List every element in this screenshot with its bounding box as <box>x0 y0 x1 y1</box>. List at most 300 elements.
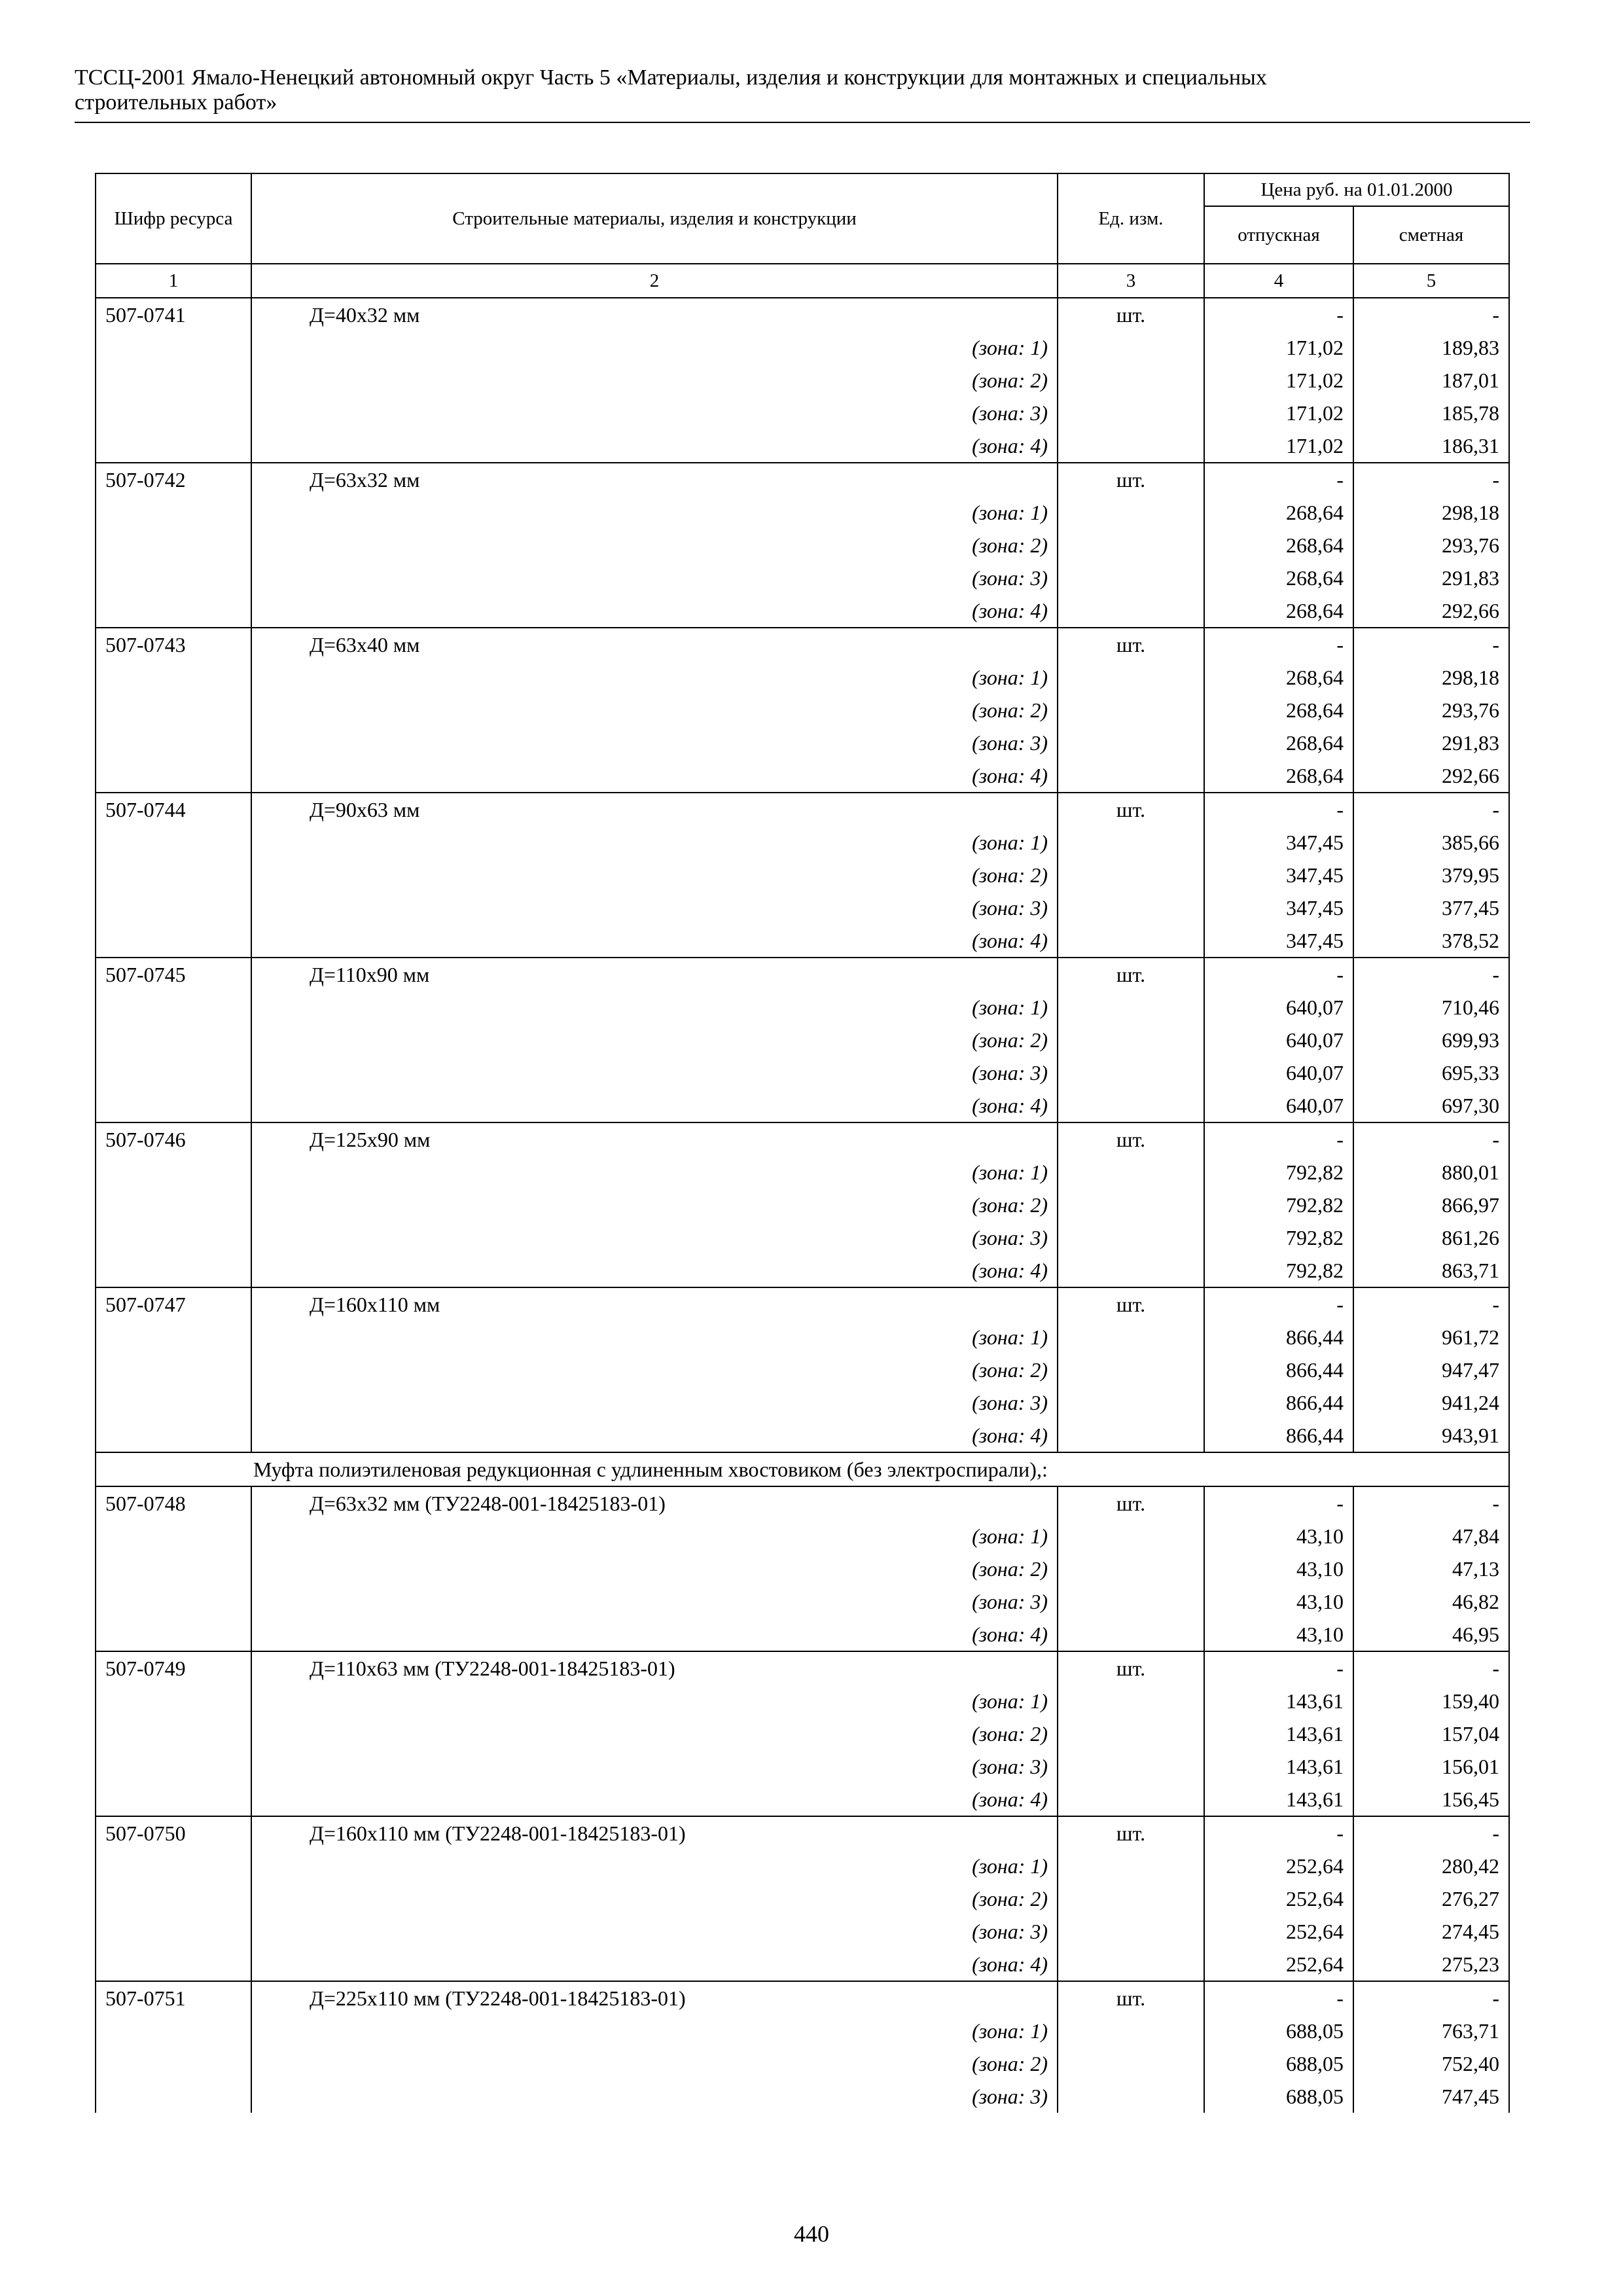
zone-release-price: 143,61 <box>1204 1717 1353 1750</box>
zone-release-price: 43,10 <box>1204 1618 1353 1651</box>
empty-code-cell <box>96 859 251 891</box>
zone-estimate-price: 961,72 <box>1353 1321 1509 1354</box>
zone-label: (зона: 3) <box>251 1585 1058 1618</box>
zone-label: (зона: 2) <box>251 2047 1058 2080</box>
empty-code-cell <box>96 429 251 463</box>
zone-release-price: 688,05 <box>1204 2080 1353 2113</box>
zone-estimate-price: 47,13 <box>1353 1552 1509 1585</box>
empty-unit-cell <box>1058 1056 1204 1089</box>
zone-release-price: 143,61 <box>1204 1783 1353 1816</box>
zone-release-price: 347,45 <box>1204 924 1353 958</box>
zone-label: (зона: 2) <box>251 1189 1058 1221</box>
zone-label: (зона: 3) <box>251 1056 1058 1089</box>
empty-code-cell <box>96 2015 251 2047</box>
zone-row <box>96 364 1509 397</box>
empty-code-cell <box>96 1552 251 1585</box>
zone-label: (зона: 4) <box>251 1783 1058 1816</box>
empty-unit-cell <box>1058 1850 1204 1882</box>
estimate-price: - <box>1353 1651 1509 1685</box>
zone-label: (зона: 3) <box>251 1221 1058 1254</box>
empty-code-cell <box>96 397 251 429</box>
zone-release-price: 268,64 <box>1204 594 1353 628</box>
estimate-price: - <box>1353 628 1509 661</box>
zone-release-price: 688,05 <box>1204 2015 1353 2047</box>
zone-release-price: 268,64 <box>1204 529 1353 562</box>
zone-release-price: 792,82 <box>1204 1254 1353 1287</box>
zone-estimate-price: 293,76 <box>1353 694 1509 726</box>
zone-row <box>96 1585 1509 1618</box>
header-material: Строительные материалы, изделия и конструкции <box>251 173 1058 264</box>
zone-row <box>96 1156 1509 1189</box>
zone-release-price: 268,64 <box>1204 562 1353 594</box>
zone-row <box>96 1254 1509 1287</box>
zone-release-price: 792,82 <box>1204 1221 1353 1254</box>
empty-unit-cell <box>1058 1618 1204 1651</box>
header-unit: Ед. изм. <box>1058 173 1204 264</box>
unit: шт. <box>1058 628 1204 661</box>
empty-unit-cell <box>1058 924 1204 958</box>
zone-estimate-price: 276,27 <box>1353 1882 1509 1915</box>
unit: шт. <box>1058 463 1204 496</box>
empty-code-cell <box>96 496 251 529</box>
zone-release-price: 143,61 <box>1204 1685 1353 1717</box>
zone-row <box>96 1685 1509 1717</box>
empty-code-cell <box>96 1419 251 1452</box>
empty-code-cell <box>96 594 251 628</box>
zone-label: (зона: 3) <box>251 726 1058 759</box>
empty-code-cell <box>96 1221 251 1254</box>
zone-row <box>96 496 1509 529</box>
empty-code-cell <box>96 891 251 924</box>
empty-unit-cell <box>1058 726 1204 759</box>
estimate-price: - <box>1353 1816 1509 1850</box>
empty-unit-cell <box>1058 529 1204 562</box>
unit: шт. <box>1058 958 1204 991</box>
unit: шт. <box>1058 1486 1204 1520</box>
header-line-2: строительных работ» <box>75 90 277 115</box>
release-price: - <box>1204 1287 1353 1321</box>
empty-code-cell <box>96 1089 251 1122</box>
empty-code-cell <box>96 1056 251 1089</box>
empty-code-cell <box>96 1750 251 1783</box>
zone-release-price: 792,82 <box>1204 1156 1353 1189</box>
zone-estimate-price: 710,46 <box>1353 991 1509 1024</box>
zone-row <box>96 1915 1509 1948</box>
table-body <box>96 298 1509 2113</box>
zone-row <box>96 1089 1509 1122</box>
zone-estimate-price: 695,33 <box>1353 1056 1509 1089</box>
zone-label: (зона: 2) <box>251 859 1058 891</box>
unit: шт. <box>1058 1651 1204 1685</box>
zone-release-price: 866,44 <box>1204 1386 1353 1419</box>
zone-estimate-price: 298,18 <box>1353 496 1509 529</box>
empty-unit-cell <box>1058 1419 1204 1452</box>
empty-code-cell <box>96 1948 251 1981</box>
zone-label: (зона: 2) <box>251 694 1058 726</box>
page-header <box>75 65 1530 115</box>
empty-unit-cell <box>1058 562 1204 594</box>
zone-label: (зона: 1) <box>251 1520 1058 1552</box>
empty-code-cell <box>96 1685 251 1717</box>
item-name: Д=110х90 мм <box>251 958 1058 991</box>
zone-row <box>96 1520 1509 1552</box>
zone-label: (зона: 2) <box>251 529 1058 562</box>
empty-unit-cell <box>1058 1089 1204 1122</box>
empty-unit-cell <box>1058 1915 1204 1948</box>
group-title: Муфта полиэтиленовая редукционная с удлиненным хвостовиком (без электроспирали),: <box>96 1452 1509 1486</box>
zone-estimate-price: 156,01 <box>1353 1750 1509 1783</box>
zone-row <box>96 1386 1509 1419</box>
zone-label: (зона: 2) <box>251 1024 1058 1056</box>
empty-unit-cell <box>1058 1024 1204 1056</box>
zone-row <box>96 859 1509 891</box>
empty-unit-cell <box>1058 1882 1204 1915</box>
zone-row <box>96 562 1509 594</box>
empty-code-cell <box>96 1189 251 1221</box>
zone-estimate-price: 943,91 <box>1353 1419 1509 1452</box>
empty-unit-cell <box>1058 2080 1204 2113</box>
empty-unit-cell <box>1058 891 1204 924</box>
empty-unit-cell <box>1058 496 1204 529</box>
zone-estimate-price: 863,71 <box>1353 1254 1509 1287</box>
zone-release-price: 252,64 <box>1204 1850 1353 1882</box>
zone-estimate-price: 292,66 <box>1353 759 1509 793</box>
zone-row <box>96 429 1509 463</box>
empty-unit-cell <box>1058 1552 1204 1585</box>
empty-unit-cell <box>1058 1354 1204 1386</box>
item-name: Д=63х32 мм (ТУ2248-001-18425183-01) <box>251 1486 1058 1520</box>
zone-label: (зона: 1) <box>251 826 1058 859</box>
zone-row <box>96 1882 1509 1915</box>
zone-release-price: 43,10 <box>1204 1585 1353 1618</box>
zone-estimate-price: 156,45 <box>1353 1783 1509 1816</box>
empty-code-cell <box>96 726 251 759</box>
zone-estimate-price: 866,97 <box>1353 1189 1509 1221</box>
table-row <box>96 1486 1509 1520</box>
zone-estimate-price: 377,45 <box>1353 891 1509 924</box>
empty-code-cell <box>96 1024 251 1056</box>
empty-unit-cell <box>1058 859 1204 891</box>
resource-code: 507-0744 <box>96 793 251 826</box>
zone-label: (зона: 1) <box>251 331 1058 364</box>
header-code: Шифр ресурса <box>96 173 251 264</box>
empty-code-cell <box>96 1850 251 1882</box>
item-name: Д=90х63 мм <box>251 793 1058 826</box>
item-name: Д=225х110 мм (ТУ2248-001-18425183-01) <box>251 1981 1058 2015</box>
zone-estimate-price: 157,04 <box>1353 1717 1509 1750</box>
resource-code: 507-0749 <box>96 1651 251 1685</box>
zone-row <box>96 1056 1509 1089</box>
empty-code-cell <box>96 562 251 594</box>
empty-unit-cell <box>1058 429 1204 463</box>
zone-estimate-price: 280,42 <box>1353 1850 1509 1882</box>
zone-row <box>96 1321 1509 1354</box>
zone-release-price: 143,61 <box>1204 1750 1353 1783</box>
zone-estimate-price: 697,30 <box>1353 1089 1509 1122</box>
release-price: - <box>1204 958 1353 991</box>
empty-unit-cell <box>1058 1386 1204 1419</box>
zone-estimate-price: 47,84 <box>1353 1520 1509 1552</box>
table-row <box>96 1981 1509 2015</box>
empty-unit-cell <box>1058 1585 1204 1618</box>
zone-release-price: 43,10 <box>1204 1520 1353 1552</box>
zone-release-price: 171,02 <box>1204 429 1353 463</box>
zone-label: (зона: 4) <box>251 759 1058 793</box>
header-num-1: 1 <box>96 264 251 298</box>
zone-label: (зона: 1) <box>251 1156 1058 1189</box>
zone-estimate-price: 941,24 <box>1353 1386 1509 1419</box>
zone-label: (зона: 3) <box>251 1915 1058 1948</box>
zone-estimate-price: 699,93 <box>1353 1024 1509 1056</box>
zone-label: (зона: 3) <box>251 1386 1058 1419</box>
table-row <box>96 793 1509 826</box>
price-table <box>95 173 1510 2113</box>
empty-unit-cell <box>1058 397 1204 429</box>
zone-row <box>96 2015 1509 2047</box>
empty-unit-cell <box>1058 1189 1204 1221</box>
item-name: Д=63х32 мм <box>251 463 1058 496</box>
zone-row <box>96 1024 1509 1056</box>
zone-release-price: 268,64 <box>1204 694 1353 726</box>
release-price: - <box>1204 463 1353 496</box>
empty-unit-cell <box>1058 759 1204 793</box>
zone-release-price: 688,05 <box>1204 2047 1353 2080</box>
item-name: Д=160х110 мм <box>251 1287 1058 1321</box>
zone-row <box>96 1419 1509 1452</box>
item-name: Д=63х40 мм <box>251 628 1058 661</box>
empty-code-cell <box>96 364 251 397</box>
empty-unit-cell <box>1058 1321 1204 1354</box>
estimate-price: - <box>1353 1287 1509 1321</box>
empty-code-cell <box>96 1882 251 1915</box>
empty-code-cell <box>96 331 251 364</box>
zone-row <box>96 529 1509 562</box>
empty-code-cell <box>96 1386 251 1419</box>
zone-row <box>96 826 1509 859</box>
empty-unit-cell <box>1058 1156 1204 1189</box>
table-row <box>96 628 1509 661</box>
zone-estimate-price: 298,18 <box>1353 661 1509 694</box>
release-price: - <box>1204 1122 1353 1156</box>
zone-row <box>96 1783 1509 1816</box>
zone-release-price: 252,64 <box>1204 1915 1353 1948</box>
zone-release-price: 347,45 <box>1204 826 1353 859</box>
empty-code-cell <box>96 991 251 1024</box>
zone-release-price: 640,07 <box>1204 991 1353 1024</box>
empty-code-cell <box>96 826 251 859</box>
zone-row <box>96 1354 1509 1386</box>
zone-estimate-price: 385,66 <box>1353 826 1509 859</box>
zone-row <box>96 594 1509 628</box>
table-row <box>96 958 1509 991</box>
table-row <box>96 1122 1509 1156</box>
zone-row <box>96 1750 1509 1783</box>
empty-code-cell <box>96 1520 251 1552</box>
page-number: 440 <box>794 2221 829 2247</box>
zone-release-price: 171,02 <box>1204 364 1353 397</box>
zone-estimate-price: 291,83 <box>1353 726 1509 759</box>
zone-release-price: 640,07 <box>1204 1089 1353 1122</box>
zone-estimate-price: 185,78 <box>1353 397 1509 429</box>
empty-unit-cell <box>1058 694 1204 726</box>
unit: шт. <box>1058 1816 1204 1850</box>
zone-release-price: 347,45 <box>1204 859 1353 891</box>
zone-row <box>96 991 1509 1024</box>
zone-label: (зона: 1) <box>251 991 1058 1024</box>
item-name: Д=40х32 мм <box>251 298 1058 331</box>
header-num-4: 4 <box>1204 264 1353 298</box>
empty-code-cell <box>96 1321 251 1354</box>
zone-estimate-price: 189,83 <box>1353 331 1509 364</box>
empty-code-cell <box>96 1254 251 1287</box>
estimate-price: - <box>1353 463 1509 496</box>
empty-unit-cell <box>1058 364 1204 397</box>
release-price: - <box>1204 1651 1353 1685</box>
zone-estimate-price: 186,31 <box>1353 429 1509 463</box>
empty-unit-cell <box>1058 1783 1204 1816</box>
resource-code: 507-0750 <box>96 1816 251 1850</box>
zone-release-price: 171,02 <box>1204 331 1353 364</box>
release-price: - <box>1204 628 1353 661</box>
empty-code-cell <box>96 694 251 726</box>
empty-unit-cell <box>1058 1221 1204 1254</box>
zone-row <box>96 924 1509 958</box>
estimate-price: - <box>1353 1122 1509 1156</box>
zone-release-price: 268,64 <box>1204 496 1353 529</box>
unit: шт. <box>1058 1981 1204 2015</box>
estimate-price: - <box>1353 298 1509 331</box>
header-estimate-price: сметная <box>1353 206 1509 264</box>
zone-label: (зона: 3) <box>251 891 1058 924</box>
header-price: Цена руб. на 01.01.2000 <box>1204 173 1509 206</box>
zone-label: (зона: 2) <box>251 1552 1058 1585</box>
resource-code: 507-0751 <box>96 1981 251 2015</box>
zone-row <box>96 1189 1509 1221</box>
zone-row <box>96 2080 1509 2113</box>
zone-estimate-price: 947,47 <box>1353 1354 1509 1386</box>
header-rule <box>75 122 1530 123</box>
empty-code-cell <box>96 759 251 793</box>
zone-estimate-price: 752,40 <box>1353 2047 1509 2080</box>
zone-label: (зона: 2) <box>251 364 1058 397</box>
header-num-2: 2 <box>251 264 1058 298</box>
empty-unit-cell <box>1058 991 1204 1024</box>
zone-label: (зона: 4) <box>251 429 1058 463</box>
zone-label: (зона: 3) <box>251 562 1058 594</box>
zone-estimate-price: 861,26 <box>1353 1221 1509 1254</box>
zone-release-price: 252,64 <box>1204 1882 1353 1915</box>
release-price: - <box>1204 1816 1353 1850</box>
zone-row <box>96 694 1509 726</box>
estimate-price: - <box>1353 1486 1509 1520</box>
zone-row <box>96 1850 1509 1882</box>
zone-label: (зона: 4) <box>251 924 1058 958</box>
zone-estimate-price: 747,45 <box>1353 2080 1509 2113</box>
zone-label: (зона: 1) <box>251 1685 1058 1717</box>
zone-release-price: 268,64 <box>1204 661 1353 694</box>
zone-label: (зона: 1) <box>251 661 1058 694</box>
zone-release-price: 640,07 <box>1204 1024 1353 1056</box>
zone-estimate-price: 187,01 <box>1353 364 1509 397</box>
zone-label: (зона: 4) <box>251 594 1058 628</box>
empty-code-cell <box>96 1156 251 1189</box>
empty-code-cell <box>96 924 251 958</box>
empty-code-cell <box>96 1717 251 1750</box>
zone-estimate-price: 292,66 <box>1353 594 1509 628</box>
header-line-1: ТССЦ-2001 Ямало-Ненецкий автономный округ Часть 5 «Материалы, изделия и конструкции для монтажных и специальных <box>75 65 1267 90</box>
release-price: - <box>1204 298 1353 331</box>
zone-label: (зона: 3) <box>251 1750 1058 1783</box>
zone-row <box>96 891 1509 924</box>
zone-release-price: 268,64 <box>1204 759 1353 793</box>
zone-label: (зона: 2) <box>251 1882 1058 1915</box>
header-num-5: 5 <box>1353 264 1509 298</box>
zone-row <box>96 759 1509 793</box>
resource-code: 507-0748 <box>96 1486 251 1520</box>
zone-label: (зона: 2) <box>251 1717 1058 1750</box>
item-name: Д=125х90 мм <box>251 1122 1058 1156</box>
zone-row <box>96 1717 1509 1750</box>
zone-estimate-price: 274,45 <box>1353 1915 1509 1948</box>
unit: шт. <box>1058 298 1204 331</box>
empty-unit-cell <box>1058 1254 1204 1287</box>
table-row <box>96 1287 1509 1321</box>
empty-unit-cell <box>1058 594 1204 628</box>
zone-label: (зона: 4) <box>251 1419 1058 1452</box>
zone-estimate-price: 880,01 <box>1353 1156 1509 1189</box>
empty-unit-cell <box>1058 1948 1204 1981</box>
zone-release-price: 866,44 <box>1204 1354 1353 1386</box>
unit: шт. <box>1058 1287 1204 1321</box>
zone-label: (зона: 1) <box>251 1850 1058 1882</box>
zone-label: (зона: 3) <box>251 397 1058 429</box>
empty-code-cell <box>96 2047 251 2080</box>
zone-release-price: 252,64 <box>1204 1948 1353 1981</box>
zone-label: (зона: 2) <box>251 1354 1058 1386</box>
table-row <box>96 298 1509 331</box>
resource-code: 507-0742 <box>96 463 251 496</box>
zone-estimate-price: 159,40 <box>1353 1685 1509 1717</box>
table-row <box>96 1651 1509 1685</box>
zone-row <box>96 661 1509 694</box>
zone-row <box>96 331 1509 364</box>
item-name: Д=160х110 мм (ТУ2248-001-18425183-01) <box>251 1816 1058 1850</box>
zone-label: (зона: 3) <box>251 2080 1058 2113</box>
zone-release-price: 866,44 <box>1204 1419 1353 1452</box>
empty-unit-cell <box>1058 826 1204 859</box>
zone-row <box>96 397 1509 429</box>
zone-label: (зона: 4) <box>251 1254 1058 1287</box>
zone-row <box>96 1948 1509 1981</box>
empty-unit-cell <box>1058 331 1204 364</box>
empty-code-cell <box>96 1783 251 1816</box>
estimate-price: - <box>1353 958 1509 991</box>
empty-unit-cell <box>1058 1717 1204 1750</box>
estimate-price: - <box>1353 793 1509 826</box>
empty-unit-cell <box>1058 1520 1204 1552</box>
zone-row <box>96 726 1509 759</box>
empty-code-cell <box>96 2080 251 2113</box>
table-row <box>96 463 1509 496</box>
table-row <box>96 1816 1509 1850</box>
empty-unit-cell <box>1058 2047 1204 2080</box>
empty-code-cell <box>96 661 251 694</box>
resource-code: 507-0747 <box>96 1287 251 1321</box>
resource-code: 507-0743 <box>96 628 251 661</box>
zone-release-price: 347,45 <box>1204 891 1353 924</box>
header-release-price: отпускная <box>1204 206 1353 264</box>
zone-label: (зона: 1) <box>251 1321 1058 1354</box>
